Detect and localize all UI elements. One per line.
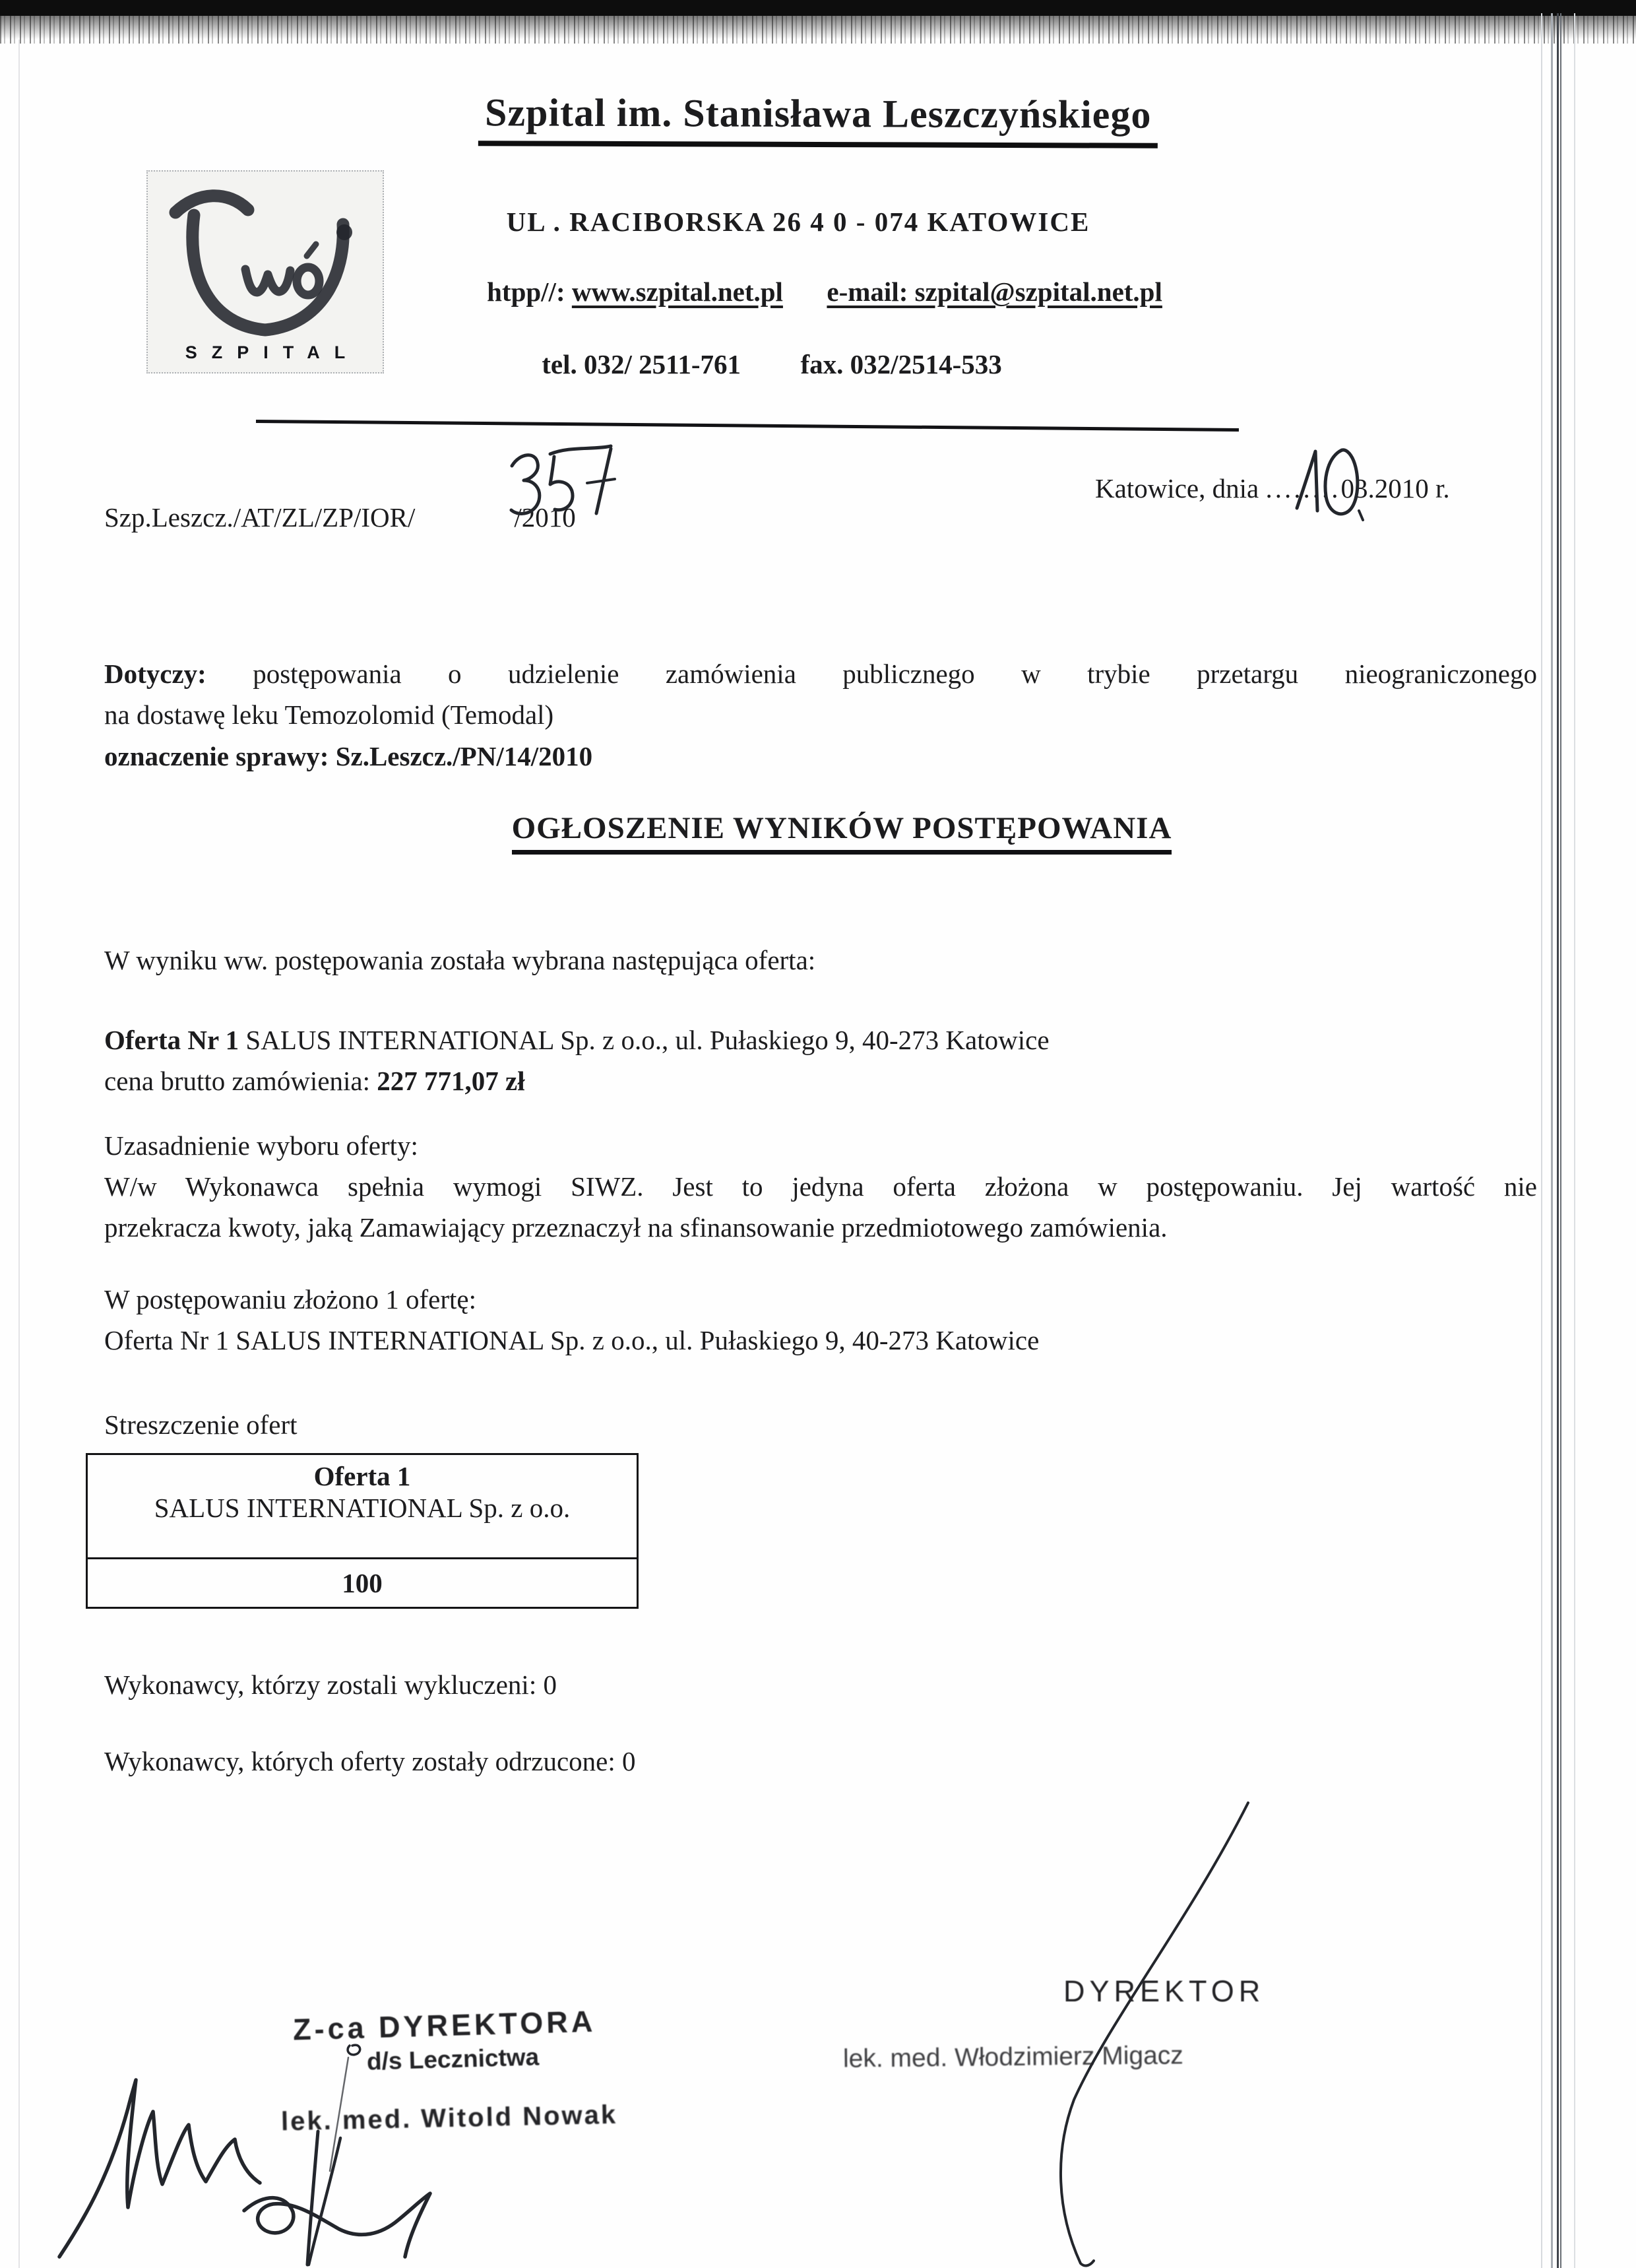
header-divider [256,420,1239,432]
price-line: cena brutto zamówienia: 227 771,07 zł [104,1066,525,1097]
logo-caption: SZPITAL [185,342,360,362]
date-suffix: 03.2010 r. [1340,473,1450,503]
subject-line-1: Dotyczy: postępowania o udzielenie zamówienia publicznego w trybie przetargu nieograniczonego [104,659,1537,689]
offer-header-cell [88,1455,637,1559]
reference-prefix: Szp.Leszcz./AT/ZL/ZP/IOR/ [104,502,416,533]
contact-line [356,276,1293,308]
website-label: htpp//: [487,276,572,307]
intro-paragraph: W wyniku ww. postępowania została wybrana następująca oferta: [104,945,816,975]
offer-score: 100 [342,1568,383,1598]
submitted-offer: Oferta Nr 1 SALUS INTERNATIONAL Sp. z o.o., ul. Pułaskiego 9, 40-273 Katowice [104,1325,1040,1356]
scanner-edge-top [0,0,1636,16]
reference-suffix: /2010 [514,502,576,533]
handwritten-day-10 [1278,428,1377,527]
results-heading: OGŁOSZENIE WYNIKÓW POSTĘPOWANIA [24,810,1636,855]
deputy-director-title-stamp: Z-ca DYREKTORA [292,2004,596,2047]
subject-line-2: na dostawę leku Temozolomid (Temodal) [104,699,554,730]
offers-summary-table [86,1453,639,1609]
summary-label: Streszczenie ofert [104,1409,298,1440]
selected-offer-block [104,1020,1537,1102]
phone-fax-line [356,348,1187,380]
justification-paragraph: W/w Wykonawca spełnia wymogi SIWZ. Jest to jedyna oferta złożona w postępowaniu. Jej wartość nie przekracza kwoty, jaką Zamawiający przeznaczył na sfinansowanie przedmiotowego zamówienia. [104,1171,1537,1243]
offer-score-cell [88,1559,637,1607]
submitted-label: W postępowaniu złożono 1 ofertę: [104,1284,476,1314]
gross-price: 227 771,07 zł [377,1066,525,1097]
excluded-contractors-line: Wykonawcy, którzy zostali wykluczeni: 0 [104,1669,557,1700]
offer-title: Oferta 1 [313,1461,411,1491]
scan-line-artifact [1574,13,1575,2268]
director-signature-stroke [1016,1782,1280,2268]
case-number: oznaczenie sprawy: Sz.Leszcz./PN/14/2010 [104,740,593,771]
address-line: UL . RACIBORSKA 26 4 0 - 074 KATOWICE [506,207,1090,237]
offer-line: Oferta Nr 1 SALUS INTERNATIONAL Sp. z o.o., ul. Pułaskiego 9, 40-273 Katowice [104,1025,1050,1055]
phone-number: tel. 032/ 2511-761 [542,349,741,379]
director-name-stamp: lek. med. Włodzimierz Migacz [842,2041,1183,2073]
hospital-logo [146,170,384,373]
submitted-offers-block [104,1279,1537,1361]
subject-block [104,653,1537,777]
offer-number: Oferta Nr 1 [104,1025,239,1055]
justification-label: Uzasadnienie wyboru oferty: [104,1130,418,1161]
deputy-signature-scrawl [20,2019,482,2268]
date-dots: . [1265,473,1275,503]
scan-line-artifact [1560,13,1561,2268]
deputy-director-dept-stamp: d/s Lecznictwa [366,2043,540,2075]
subject-label: Dotyczy: [104,659,253,689]
email-link[interactable]: e-mail: szpital@szpital.net.pl [827,276,1162,307]
website-link[interactable]: www.szpital.net.pl [571,276,783,307]
hospital-name: Szpital im. Stanisława Leszczyńskiego [478,90,1158,148]
scan-line-artifact [1541,13,1542,2268]
offer-company: SALUS INTERNATIONAL Sp. z o.o. [154,1493,571,1523]
scan-line-artifact [1557,13,1559,2268]
deputy-director-name-stamp: lek. med. Witold Nowak [280,2100,618,2137]
scan-line-artifact [1551,13,1553,2268]
scanner-edge-top-noise [0,16,1636,44]
place-date-prefix: Katowice, dnia [1095,473,1266,503]
date-dots: ....... [1274,473,1341,503]
handwritten-ref-357 [493,428,632,536]
fax-number: fax. 032/2514-533 [800,349,1002,379]
rejected-offers-line: Wykonawcy, których oferty zostały odrzucone: 0 [104,1746,636,1776]
director-title-stamp: DYREKTOR [1063,1974,1265,2008]
scan-line-artifact [18,40,20,2268]
letterhead-title [0,91,1636,147]
